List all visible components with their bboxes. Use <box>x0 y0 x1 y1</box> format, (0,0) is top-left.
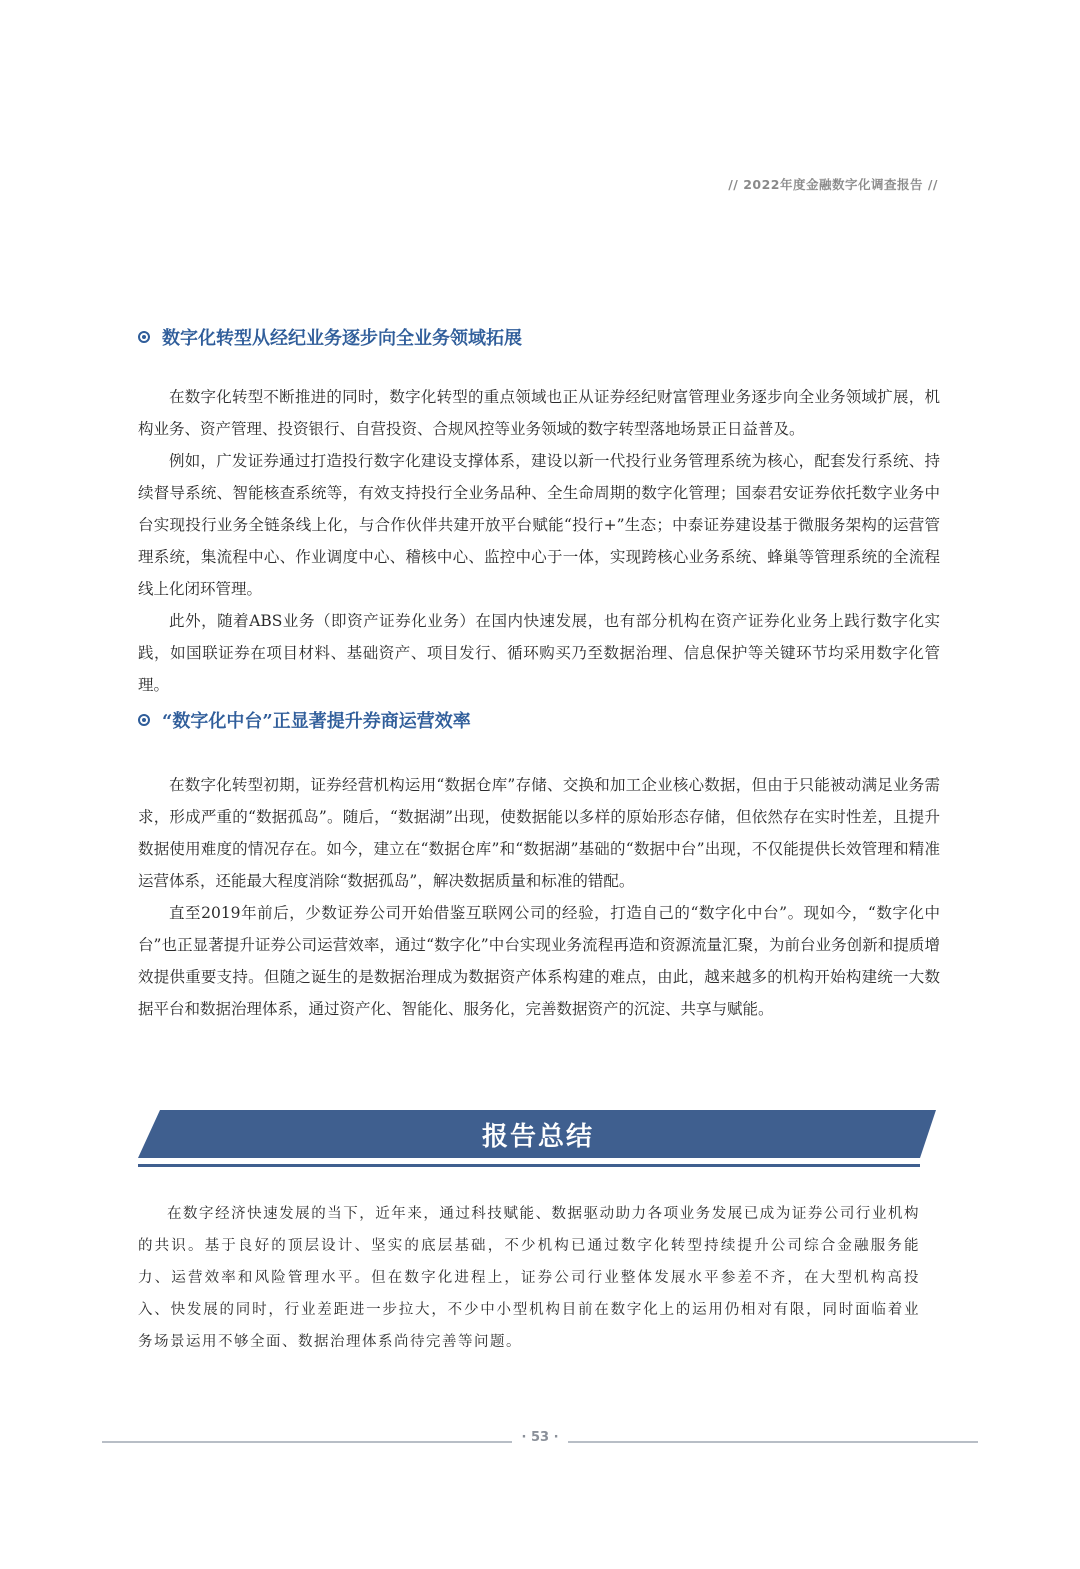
banner-underline <box>138 1164 920 1167</box>
section-2-heading <box>138 705 940 735</box>
footer-rule-right <box>568 1441 978 1443</box>
section-1-heading-text: 数字化转型从经纪业务逐步向全业务领域拓展 <box>162 328 522 349</box>
summary-paragraph: 在数字经济快速发展的当下，近年来，通过科技赋能、数据驱动助力各项业务发展已成为证券公司行业机构的共识。基于良好的顶层设计、坚实的底层基础，不少机构已通过数字化转型持续提升公司综合金融服务能力、运营效率和风险管理水平。但在数字化进程上，证券公司行业整体发展水平参差不齐，在大型机构高投入、快发展的同时，行业差距进一步拉大，不少中小型机构目前在数字化上的运用仍相对有限，同时面临着业务场景运用不够全面、数据治理体系尚待完善等问题。 <box>138 1206 920 1350</box>
section-1-paragraph: 在数字化转型不断推进的同时，数字化转型的重点领域也正从证券经纪财富管理业务逐步向全业务领域扩展，机构业务、资产管理、投资银行、自营投资、合规风控等业务领域的数字转型落地场景正日益普及。 <box>138 388 940 438</box>
section-2 <box>138 705 940 1025</box>
circle-bullet-icon <box>138 331 150 343</box>
page-number: · 53 · <box>521 1430 559 1445</box>
section-1 <box>138 322 940 701</box>
section-1-heading <box>138 322 940 352</box>
summary-body <box>138 1198 920 1358</box>
section-1-paragraph: 此外，随着ABS业务（即资产证券化业务）在国内快速发展，也有部分机构在资产证券化业务上践行数字化实践，如国联证券在项目材料、基础资产、项目发行、循环购买乃至数据治理、信息保护等关键环节均采用数字化管理。 <box>138 612 940 694</box>
section-2-heading-text: “数字化中台”正显著提升券商运营效率 <box>162 711 471 732</box>
circle-bullet-icon <box>138 714 150 726</box>
section-2-paragraph: 在数字化转型初期，证券经营机构运用“数据仓库”存储、交换和加工企业核心数据，但由于只能被动满足业务需求，形成严重的“数据孤岛”。随后，“数据湖”出现，使数据能以多样的原始形态存储，但依然存在实时性差，且提升数据使用难度的情况存在。如今，建立在“数据仓库”和“数据湖”基础的“数据中台”出现，不仅能提供长效管理和精准运营体系，还能最大程度消除“数据孤岛”，解决数据质量和标准的错配。 <box>138 776 940 890</box>
section-1-paragraph: 例如，广发证券通过打造投行数字化建设支撑体系，建设以新一代投行业务管理系统为核心，配套发行系统、持续督导系统、智能核查系统等，有效支持投行全业务品种、全生命周期的数字化管理；国泰君安证券依托数字业务中台实现投行业务全链条线上化，与合作伙伴共建开放平台赋能“投行+”生态；中泰证券建设基于微服务架构的运营管理系统，集流程中心、作业调度中心、稽核中心、监控中心于一体，实现跨核心业务系统、蜂巢等管理系统的全流程线上化闭环管理。 <box>138 452 940 598</box>
summary-banner <box>138 1110 938 1170</box>
section-2-paragraph: 直至2019年前后，少数证券公司开始借鉴互联网公司的经验，打造自己的“数字化中台”。现如今，“数字化中台”也正显著提升证券公司运营效率，通过“数字化”中台实现业务流程再造和资源流量汇聚，为前台业务创新和提质增效提供重要支持。但随之诞生的是数据治理成为数据资产体系构建的难点，由此，越来越多的机构开始构建统一大数据平台和数据治理体系，通过资产化、智能化、服务化，完善数据资产的沉淀、共享与赋能。 <box>138 904 940 1018</box>
page-footer <box>102 1430 978 1452</box>
report-header-title: // 2022年度金融数字化调查报告 // <box>728 177 938 192</box>
summary-title: 报告总结 <box>481 1122 594 1152</box>
